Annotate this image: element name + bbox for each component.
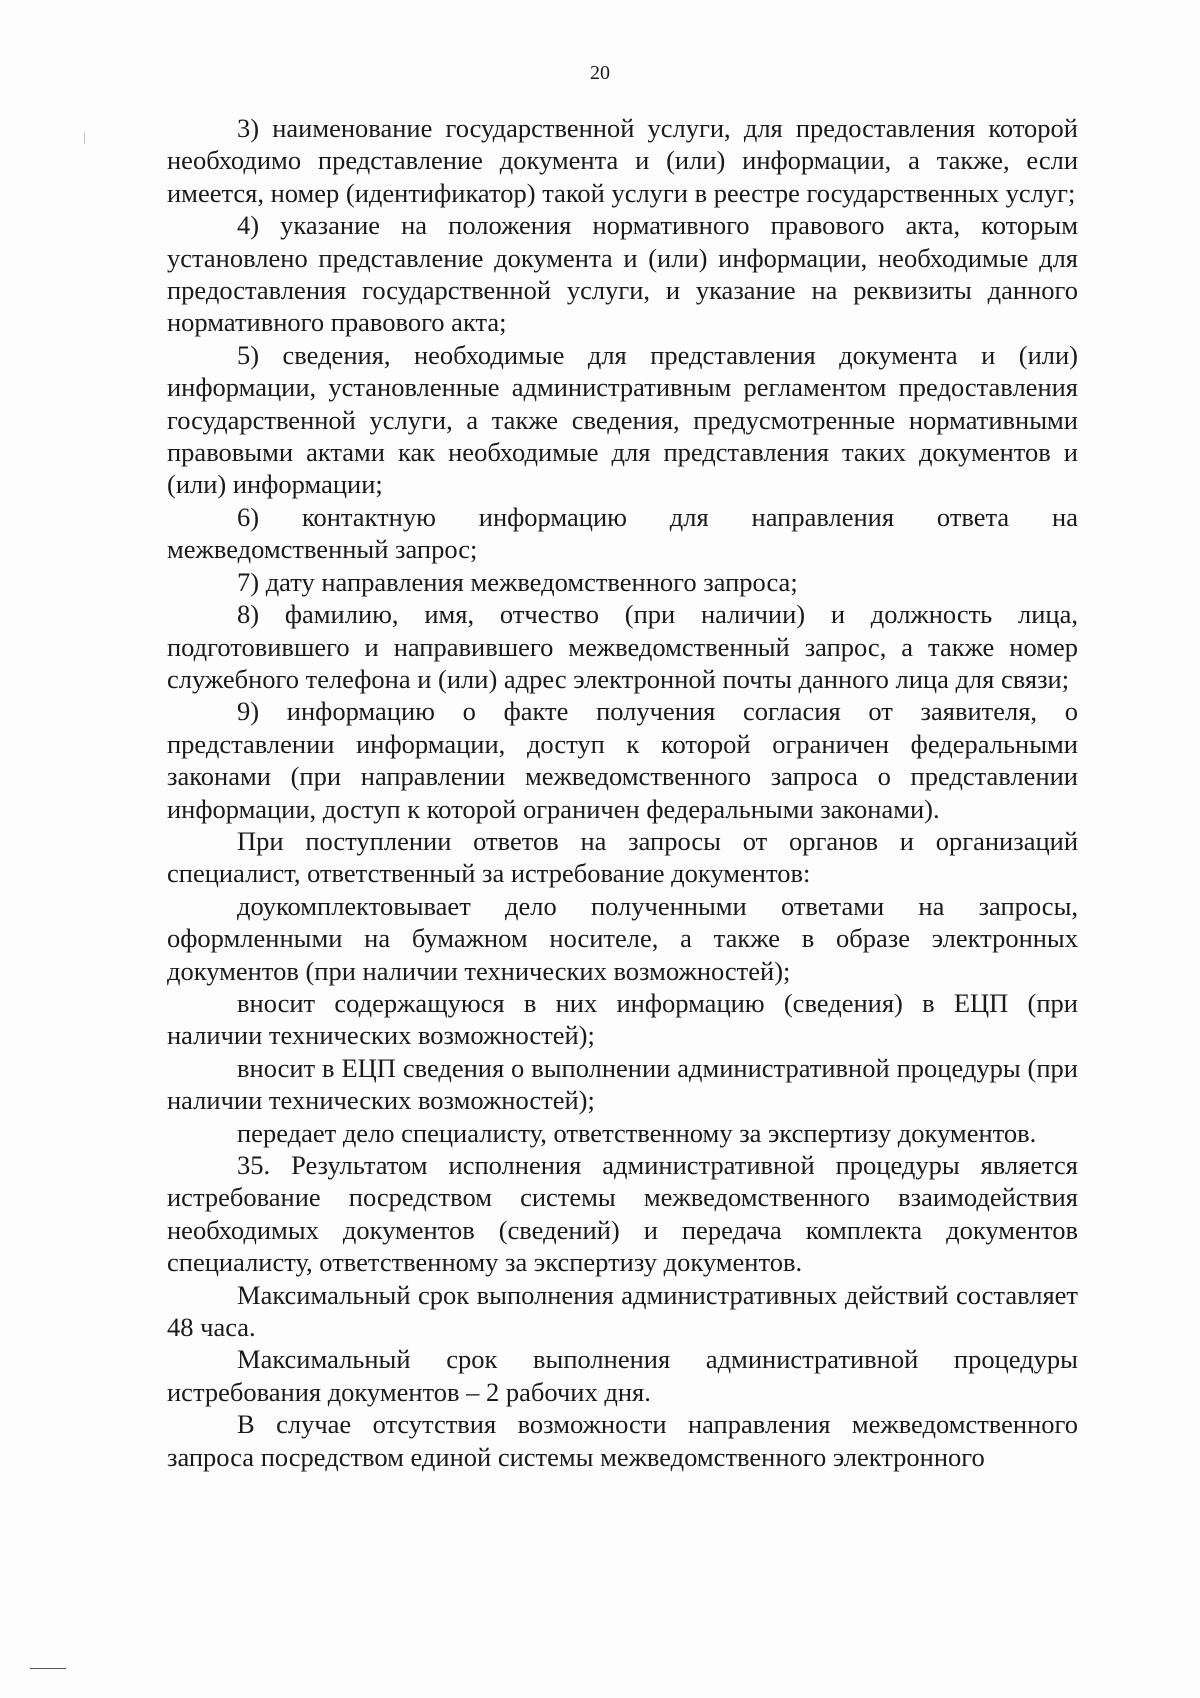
list-item-7: 7) дату направления межведомственного запроса;: [237, 566, 798, 597]
scan-artifact-mark: [84, 132, 85, 144]
list-item-3: 3) наименование государственной услуги, для предоставления которой необходимо представление документа и (или) информации, а также, если имеется, номер (идентификатор) такой услуги в реестре государственных услуг;: [167, 113, 1078, 208]
page-number: 20: [590, 62, 610, 84]
section-35-result: 35. Результатом исполнения административной процедуры является истребование посредством системы межведомственного взаимодействия необходимых документов (сведений) и передача комплекта документов специалисту, ответственному за экспертизу документов.: [167, 1150, 1078, 1278]
list-item-9: 9) информацию о факте получения согласия от заявителя, о представлении информации, доступ к которой ограничен федеральными законами (при направлении межведомственного запроса о представлении информации, доступ к которой ограничен федеральными законами).: [167, 696, 1078, 824]
paragraph-completes-file: доукомплектовывает дело полученными ответами на запросы, оформленными на бумажном носителе, а также в образе электронных документов (при наличии технических возможностей);: [167, 890, 1078, 986]
paragraph-max-procedure-time: Максимальный срок выполнения административной процедуры истребования документов – 2 рабочих дня.: [167, 1344, 1078, 1407]
paragraph-enters-info: вносит содержащуюся в них информацию (сведения) в ЕЦП (при наличии технических возможностей);: [167, 987, 1078, 1051]
list-item-6: 6) контактную информацию для направления ответа на межведомственный запрос;: [167, 501, 1078, 565]
scan-artifact-line: [30, 1668, 66, 1669]
list-item-5: 5) сведения, необходимые для представления документа и (или) информации, установленные административным регламентом предоставления государственной услуги, а также сведения, предусмотренные нормативными правовыми актами как необходимые для представления таких документов и (или) информации;: [167, 339, 1078, 500]
document-body: [167, 112, 1078, 1473]
list-item-4: 4) указание на положения нормативного правового акта, которым установлено представление документа и (или) информации, необходимые для предоставления государственной услуги, и указание на реквизиты данного нормативного правового акта;: [167, 210, 1078, 338]
paragraph-responses-intro: При поступлении ответов на запросы от органов и организаций специалист, ответственный за истребование документов:: [167, 825, 1078, 889]
paragraph-enters-status: вносит в ЕЦП сведения о выполнении административной процедуры (при наличии технических возможностей);: [167, 1052, 1078, 1116]
paragraph-transfers-file: передает дело специалисту, ответственному за экспертизу документов.: [237, 1117, 1037, 1148]
paragraph-max-actions-time: Максимальный срок выполнения административных действий составляет 48 часа.: [167, 1279, 1078, 1343]
paragraph-no-possibility: В случае отсутствия возможности направления межведомственного запроса посредством единой системы межведомственного электронного: [167, 1409, 1078, 1472]
list-item-8: 8) фамилию, имя, отчество (при наличии) и должность лица, подготовившего и направившего межведомственный запрос, а также номер служебного телефона и (или) адрес электронной почты данного лица для связи;: [167, 599, 1078, 694]
